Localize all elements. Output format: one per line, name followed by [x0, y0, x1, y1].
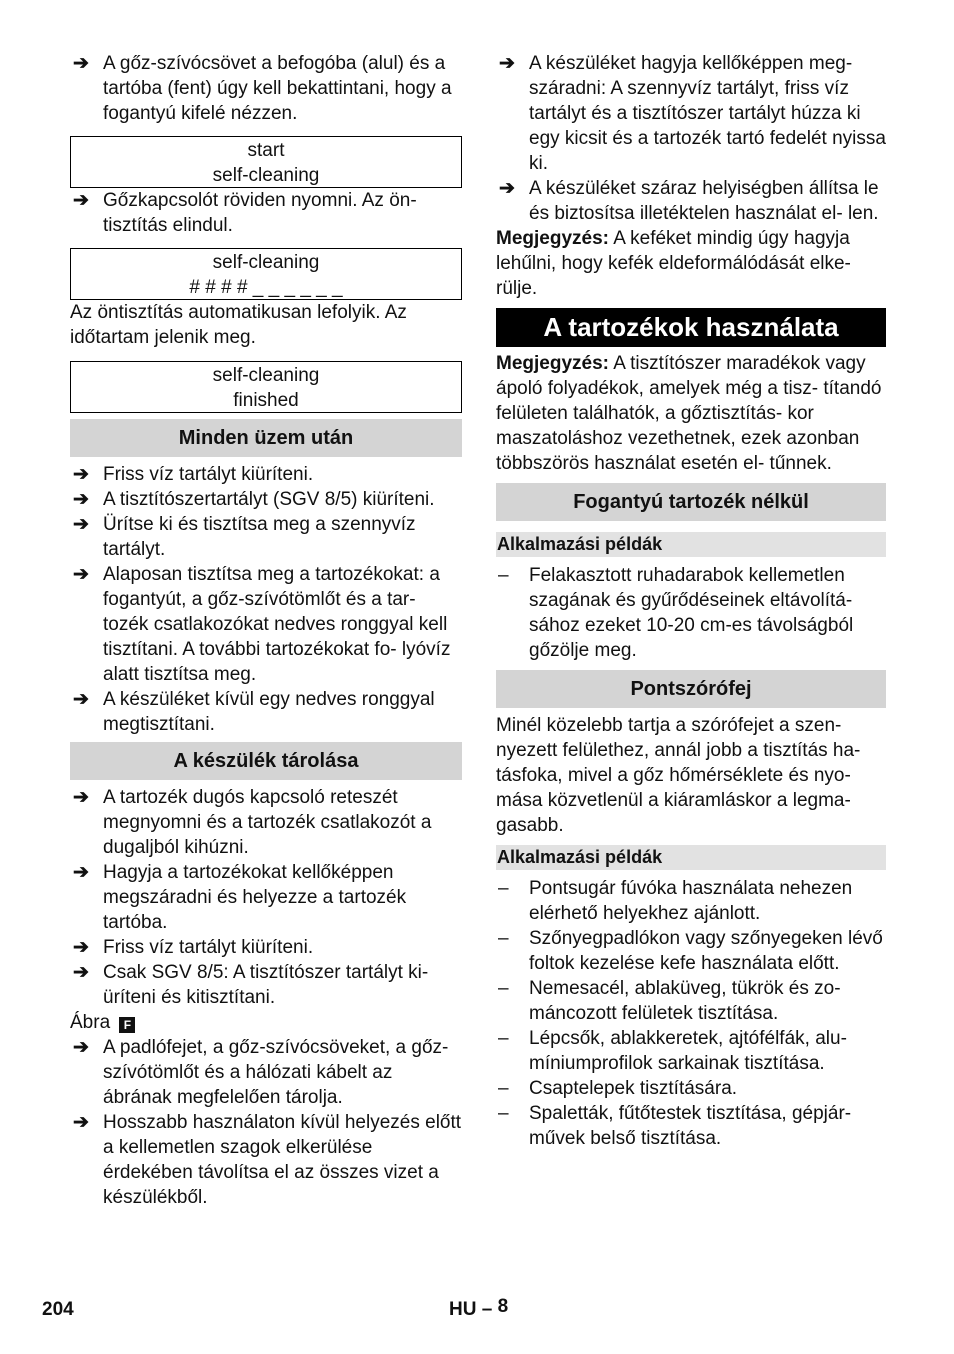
arrow-icon: ➔ [73, 489, 89, 510]
section-heading: Fogantyú tartozék nélkül [496, 483, 886, 521]
instruction-item [70, 512, 462, 562]
note-paragraph [496, 226, 886, 301]
note-paragraph [496, 351, 886, 476]
paragraph: Az öntisztítás automatikusan lefolyik. Az időtartam jelenik meg. [70, 302, 407, 348]
list-item-text: Pontsugár fúvóka használata nehezen elérhető helyekhez ajánlott. [529, 878, 853, 924]
page-code [449, 1297, 508, 1322]
list-item [496, 876, 886, 926]
instruction-text: A padlófejet, a gőz-szívócsöveket, a gőz-szívótömlőt és a hálózati kábelt az ábrának megfelelően tárolja. [103, 1037, 449, 1108]
list-item-text: Csaptelepek tisztítására. [529, 1078, 738, 1099]
instruction-item [70, 960, 462, 1010]
instruction-item [70, 935, 462, 960]
list-item [496, 926, 886, 976]
list-item [496, 1076, 886, 1101]
arrow-icon: ➔ [499, 53, 515, 74]
instruction-item [70, 1035, 462, 1110]
instruction-item [70, 687, 462, 737]
list-item [496, 563, 886, 663]
instruction-text: A tartozék dugós kapcsoló reteszét megnyomni és a tartozék csatlakozót a dugaljból kihúzni. [103, 787, 432, 858]
arrow-icon: ➔ [73, 564, 89, 585]
instruction-item [70, 785, 462, 860]
list-item-text: Felakasztott ruhadarabok kellemetlen szagának és gyűrődéseinek eltávolítá- sához ezeket 10-20 cm-es távolságból gőzölje meg. [529, 565, 854, 661]
instruction-text: A gőz-szívócsövet a befogóba (alul) és a tartóba (fent) úgy kell bekattintani, hogy a fogantyú kifelé nézzen. [103, 53, 452, 124]
right-column [496, 51, 886, 1151]
subsection-heading: Alkalmazási példák [496, 845, 886, 870]
display-box-start [70, 136, 462, 188]
instruction-text: Hagyja a tartozékokat kellőképpen megszáradni és helyezze a tartozék tartóba. [103, 862, 407, 933]
list-item [496, 976, 886, 1026]
dash-icon: – [498, 1078, 509, 1099]
page-separator: – [481, 1299, 493, 1320]
note-text: A keféket mindig úgy hagyja lehűlni, hogy kefék eldeformálódását elke- rülje. [496, 228, 851, 299]
arrow-icon: ➔ [73, 862, 89, 883]
section-heading: Minden üzem után [70, 419, 462, 457]
list-item-text: Nemesacél, ablaküveg, tükrök és zo- máncozott felületek tisztítása. [529, 978, 841, 1024]
section-heading: A készülék tárolása [70, 742, 462, 780]
arrow-icon: ➔ [73, 787, 89, 808]
arrow-icon: ➔ [73, 1112, 89, 1133]
instruction-text: A készüléket száraz helyiségben állítsa le és biztosítsa illetéktelen használat el- len. [529, 178, 879, 224]
list-item-text: Szőnyegpadlókon vagy szőnyegeken lévő foltok kezelése kefe használata előtt. [529, 928, 883, 974]
display-line: finished [233, 390, 299, 411]
instruction-text: Csak SGV 8/5: A tisztítószer tartályt ki- üríteni és kitisztítani. [103, 962, 429, 1008]
instruction-item [496, 51, 886, 176]
instruction-item [70, 562, 462, 687]
dash-icon: – [498, 565, 509, 586]
display-line: self-cleaning [212, 165, 320, 186]
note-text: A tisztítószer maradékok vagy ápoló folyadékok, amelyek még a tisz- títandó felületen találhatók, a gőztisztítás- kor maszatoláshoz vezethetnek, ezek azonban többszörös használat esetén el- tűnnek. [496, 353, 882, 474]
list-item-text: Spaletták, fűtőtestek tisztítása, gépjár- művek belső tisztítása. [529, 1103, 852, 1149]
dash-icon: – [498, 1028, 509, 1049]
arrow-icon: ➔ [73, 464, 89, 485]
display-line: # # # # _ _ _ _ _ _ [189, 277, 343, 298]
figure-label: Ábra [70, 1012, 111, 1033]
section-heading: Pontszórófej [496, 670, 886, 708]
display-line: self-cleaning [212, 365, 320, 386]
instruction-item [70, 487, 462, 512]
list-item [496, 1101, 886, 1151]
display-line: self-cleaning [212, 252, 320, 273]
instruction-text: Alaposan tisztítsa meg a tartozékokat: a fogantyút, a gőz-szívótömlőt és a tar- tozék csatlakozókat nedves ronggyal kell tisztítani. A további tartozékokat fo- lyóvíz alatt tisztítsa meg. [103, 564, 451, 685]
display-box-finished [70, 361, 462, 413]
arrow-icon: ➔ [73, 53, 89, 74]
chapter-title: A tartozékok használata [496, 308, 886, 347]
arrow-icon: ➔ [499, 178, 515, 199]
dash-icon: – [498, 1103, 509, 1124]
instruction-item [70, 188, 462, 238]
note-label: Megjegyzés: [496, 228, 609, 249]
instruction-text: A tisztítószertartályt (SGV 8/5) kiüríteni. [103, 489, 435, 510]
page-number: 204 [42, 1299, 74, 1320]
instruction-text: Friss víz tartályt kiüríteni. [103, 464, 314, 485]
instruction-item [496, 176, 886, 226]
instruction-item [70, 51, 462, 126]
instruction-text: A készüléket kívül egy nedves ronggyal megtisztítani. [103, 689, 435, 735]
display-box-progress [70, 248, 462, 300]
instruction-text: Friss víz tartályt kiüríteni. [103, 937, 314, 958]
instruction-item [70, 1110, 462, 1210]
figure-reference [70, 1010, 462, 1035]
dash-icon: – [498, 978, 509, 999]
paragraph: Minél közelebb tartja a szórófejet a szen- nyezett felülethez, annál jobb a tisztítás ha- tásfoka, mivel a gőz hőmérséklete és nyo- mása közvetlenül a kiáramláskor a legma- gasabb. [496, 715, 861, 836]
arrow-icon: ➔ [73, 962, 89, 983]
arrow-icon: ➔ [73, 689, 89, 710]
dash-icon: – [498, 928, 509, 949]
arrow-icon: ➔ [73, 1037, 89, 1058]
instruction-text: Gőzkapcsolót röviden nyomni. Az ön- tisztítás elindul. [103, 190, 417, 236]
dash-icon: – [498, 878, 509, 899]
left-column [70, 51, 462, 1210]
instruction-text: A készüléket hagyja kellőképpen meg- száradni: A szennyvíz tartályt, friss víz tartályt és a tisztítószer tartályt húzza ki egy kicsit és a tartozék tartó fedelét nyissa ki. [529, 53, 886, 174]
figure-letter-icon: F [119, 1017, 135, 1033]
instruction-item [70, 860, 462, 935]
arrow-icon: ➔ [73, 190, 89, 211]
instruction-text: Hosszabb használaton kívül helyezés előtt a kellemetlen szagok elkerülése érdekében távolítsa el az összes vizet a készülékből. [103, 1112, 462, 1208]
instruction-item [70, 462, 462, 487]
note-label: Megjegyzés: [496, 353, 609, 374]
list-item-text: Lépcsők, ablakkeretek, ajtófélfák, alu- míniumprofilok sarkainak tisztítása. [529, 1028, 847, 1074]
local-page-number: 8 [497, 1296, 509, 1317]
subsection-heading: Alkalmazási példák [496, 532, 886, 557]
instruction-text: Ürítse ki és tisztítsa meg a szennyvíz tartályt. [103, 514, 416, 560]
arrow-icon: ➔ [73, 514, 89, 535]
language-code: HU [449, 1299, 477, 1320]
display-line: start [247, 140, 285, 161]
arrow-icon: ➔ [73, 937, 89, 958]
list-item [496, 1026, 886, 1076]
